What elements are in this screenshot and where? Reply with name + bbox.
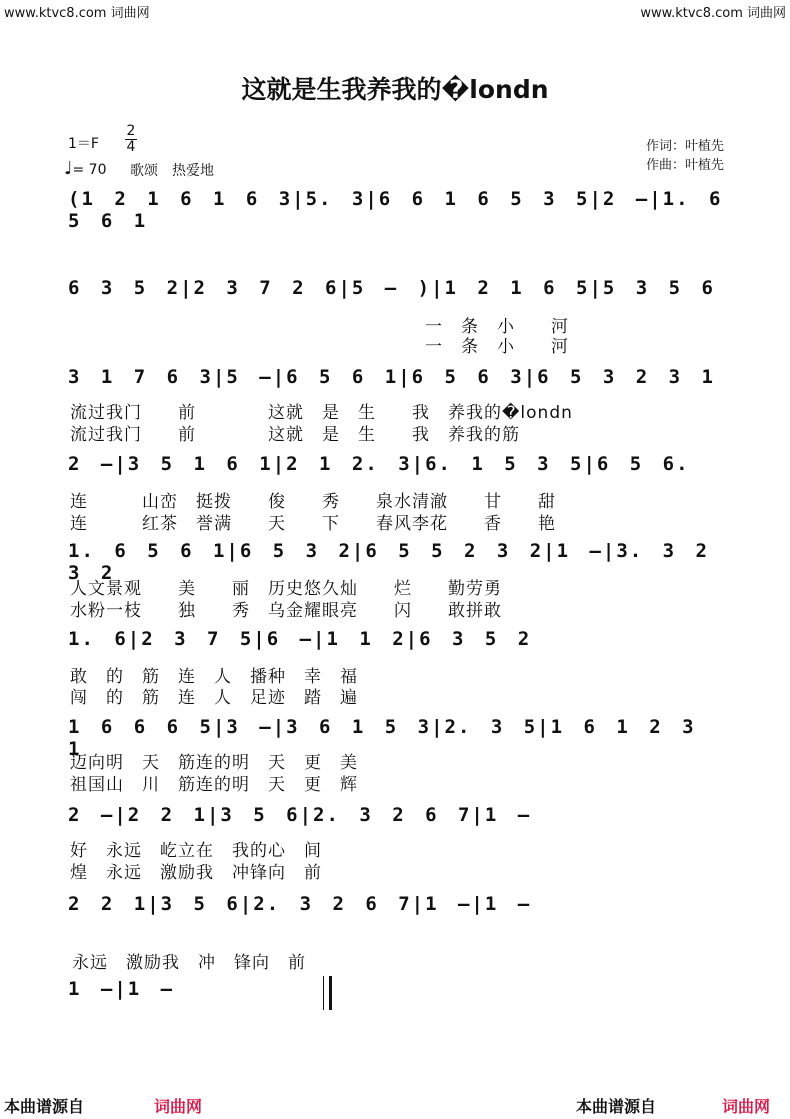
- notation-text: 6 3 5 2|2 3 7 2 6|5 – )|1 2 1 6 5|5 3 5 6: [68, 277, 715, 299]
- meter-denominator: 4: [126, 139, 136, 155]
- tempo-marking: ♩= 70: [64, 158, 107, 179]
- notation-row: [68, 716, 728, 760]
- notation-text: 3 1 7 6 3|5 –|6 5 6 1|6 5 6 3|6 5 3 2 3 1: [68, 366, 715, 388]
- lyric-line: 一 条 小 河: [425, 317, 569, 337]
- lyric-line: 连 红茶 誉满 天 下 春风李花 香 艳: [70, 514, 556, 534]
- lyric-line: 流过我门 前 这就 是 生 我 养我的筋: [70, 425, 520, 445]
- lyric-line: 连 山峦 挺拨 俊 秀 泉水清澈 甘 甜: [70, 492, 556, 512]
- footer-source-label-right: 本曲谱源自: [576, 1097, 657, 1116]
- notation-row: [68, 893, 728, 921]
- expression-marking: 歌颂 热爱地: [130, 163, 214, 179]
- final-barline: [323, 976, 332, 1010]
- notation-text: (1 2 1 6 1 6 3|5. 3|6 6 1 6 5 3 5|2 –|1. 6 5 6 1: [68, 188, 723, 232]
- lyric-line: 好 永远 屹立在 我的心 间: [70, 841, 322, 861]
- lyric-line: 煌 永远 激励我 冲锋向 前: [70, 863, 322, 883]
- notation-row: [68, 188, 728, 232]
- footer-site-link-right[interactable]: 词曲网: [722, 1097, 771, 1116]
- lyric-line: 水粉一枝 独 秀 乌金耀眼亮 闪 敢拼敢: [70, 601, 502, 621]
- notation-row: [68, 628, 728, 656]
- footer-site-link-left[interactable]: 词曲网: [154, 1097, 203, 1116]
- site-header-right[interactable]: www.ktvc8.com 词曲网: [640, 6, 786, 21]
- lyric-line: 祖国山 川 筋连的明 天 更 辉: [70, 775, 358, 795]
- notation-text: 2 –|2 2 1|3 5 6|2. 3 2 6 7|1 –: [68, 804, 532, 826]
- lyric-line: 敢 的 筋 连 人 播种 幸 福: [70, 667, 358, 687]
- lyricist-credit: 作词：叶植先: [645, 139, 724, 154]
- lyric-line: 一 条 小 河: [425, 337, 569, 357]
- lyric-line: 流过我门 前 这就 是 生 我 养我的�londn: [70, 403, 573, 423]
- notation-text: 1. 6 5 6 1|6 5 3 2|6 5 5 2 3 2|1 –|3. 3 2 3 2: [68, 540, 709, 584]
- lyric-line: 迈向明 天 筋连的明 天 更 美: [70, 753, 358, 773]
- notation-text: 1 –|1 –: [68, 978, 175, 1000]
- lyric-line: 闯 的 筋 连 人 足迹 踏 遍: [70, 688, 358, 708]
- notation-row: [68, 277, 728, 305]
- key-signature: 1＝F: [68, 136, 99, 152]
- notation-text: 2 2 1|3 5 6|2. 3 2 6 7|1 –|1 –: [68, 893, 532, 915]
- notation-text: 1 6 6 6 5|3 –|3 6 1 5 3|2. 3 5|1 6 1 2 3 1: [68, 716, 696, 760]
- notation-row: [68, 453, 728, 481]
- notation-row: [68, 978, 728, 1006]
- quarter-note-icon: ♩: [64, 158, 73, 179]
- lyric-line: 永远 激励我 冲 锋向 前: [72, 953, 306, 973]
- lyric-line: 人文景观 美 丽 历史悠久灿 烂 勤劳勇: [70, 579, 502, 599]
- site-header-left[interactable]: www.ktvc8.com 词曲网: [4, 6, 150, 21]
- notation-text: 1. 6|2 3 7 5|6 –|1 1 2|6 3 5 2: [68, 628, 532, 650]
- notation-row: [68, 366, 728, 394]
- song-title: 这就是生我养我的�londn: [241, 75, 549, 104]
- notation-row: [68, 804, 728, 832]
- time-signature: [125, 124, 137, 155]
- meter-numerator: 2: [126, 123, 136, 139]
- footer-source-label-left: 本曲谱源自: [4, 1097, 85, 1116]
- composer-credit: 作曲：叶植先: [645, 158, 724, 173]
- notation-text: 2 –|3 5 1 6 1|2 1 2. 3|6. 1 5 3 5|6 5 6.: [68, 453, 690, 475]
- notation-row: [68, 540, 728, 584]
